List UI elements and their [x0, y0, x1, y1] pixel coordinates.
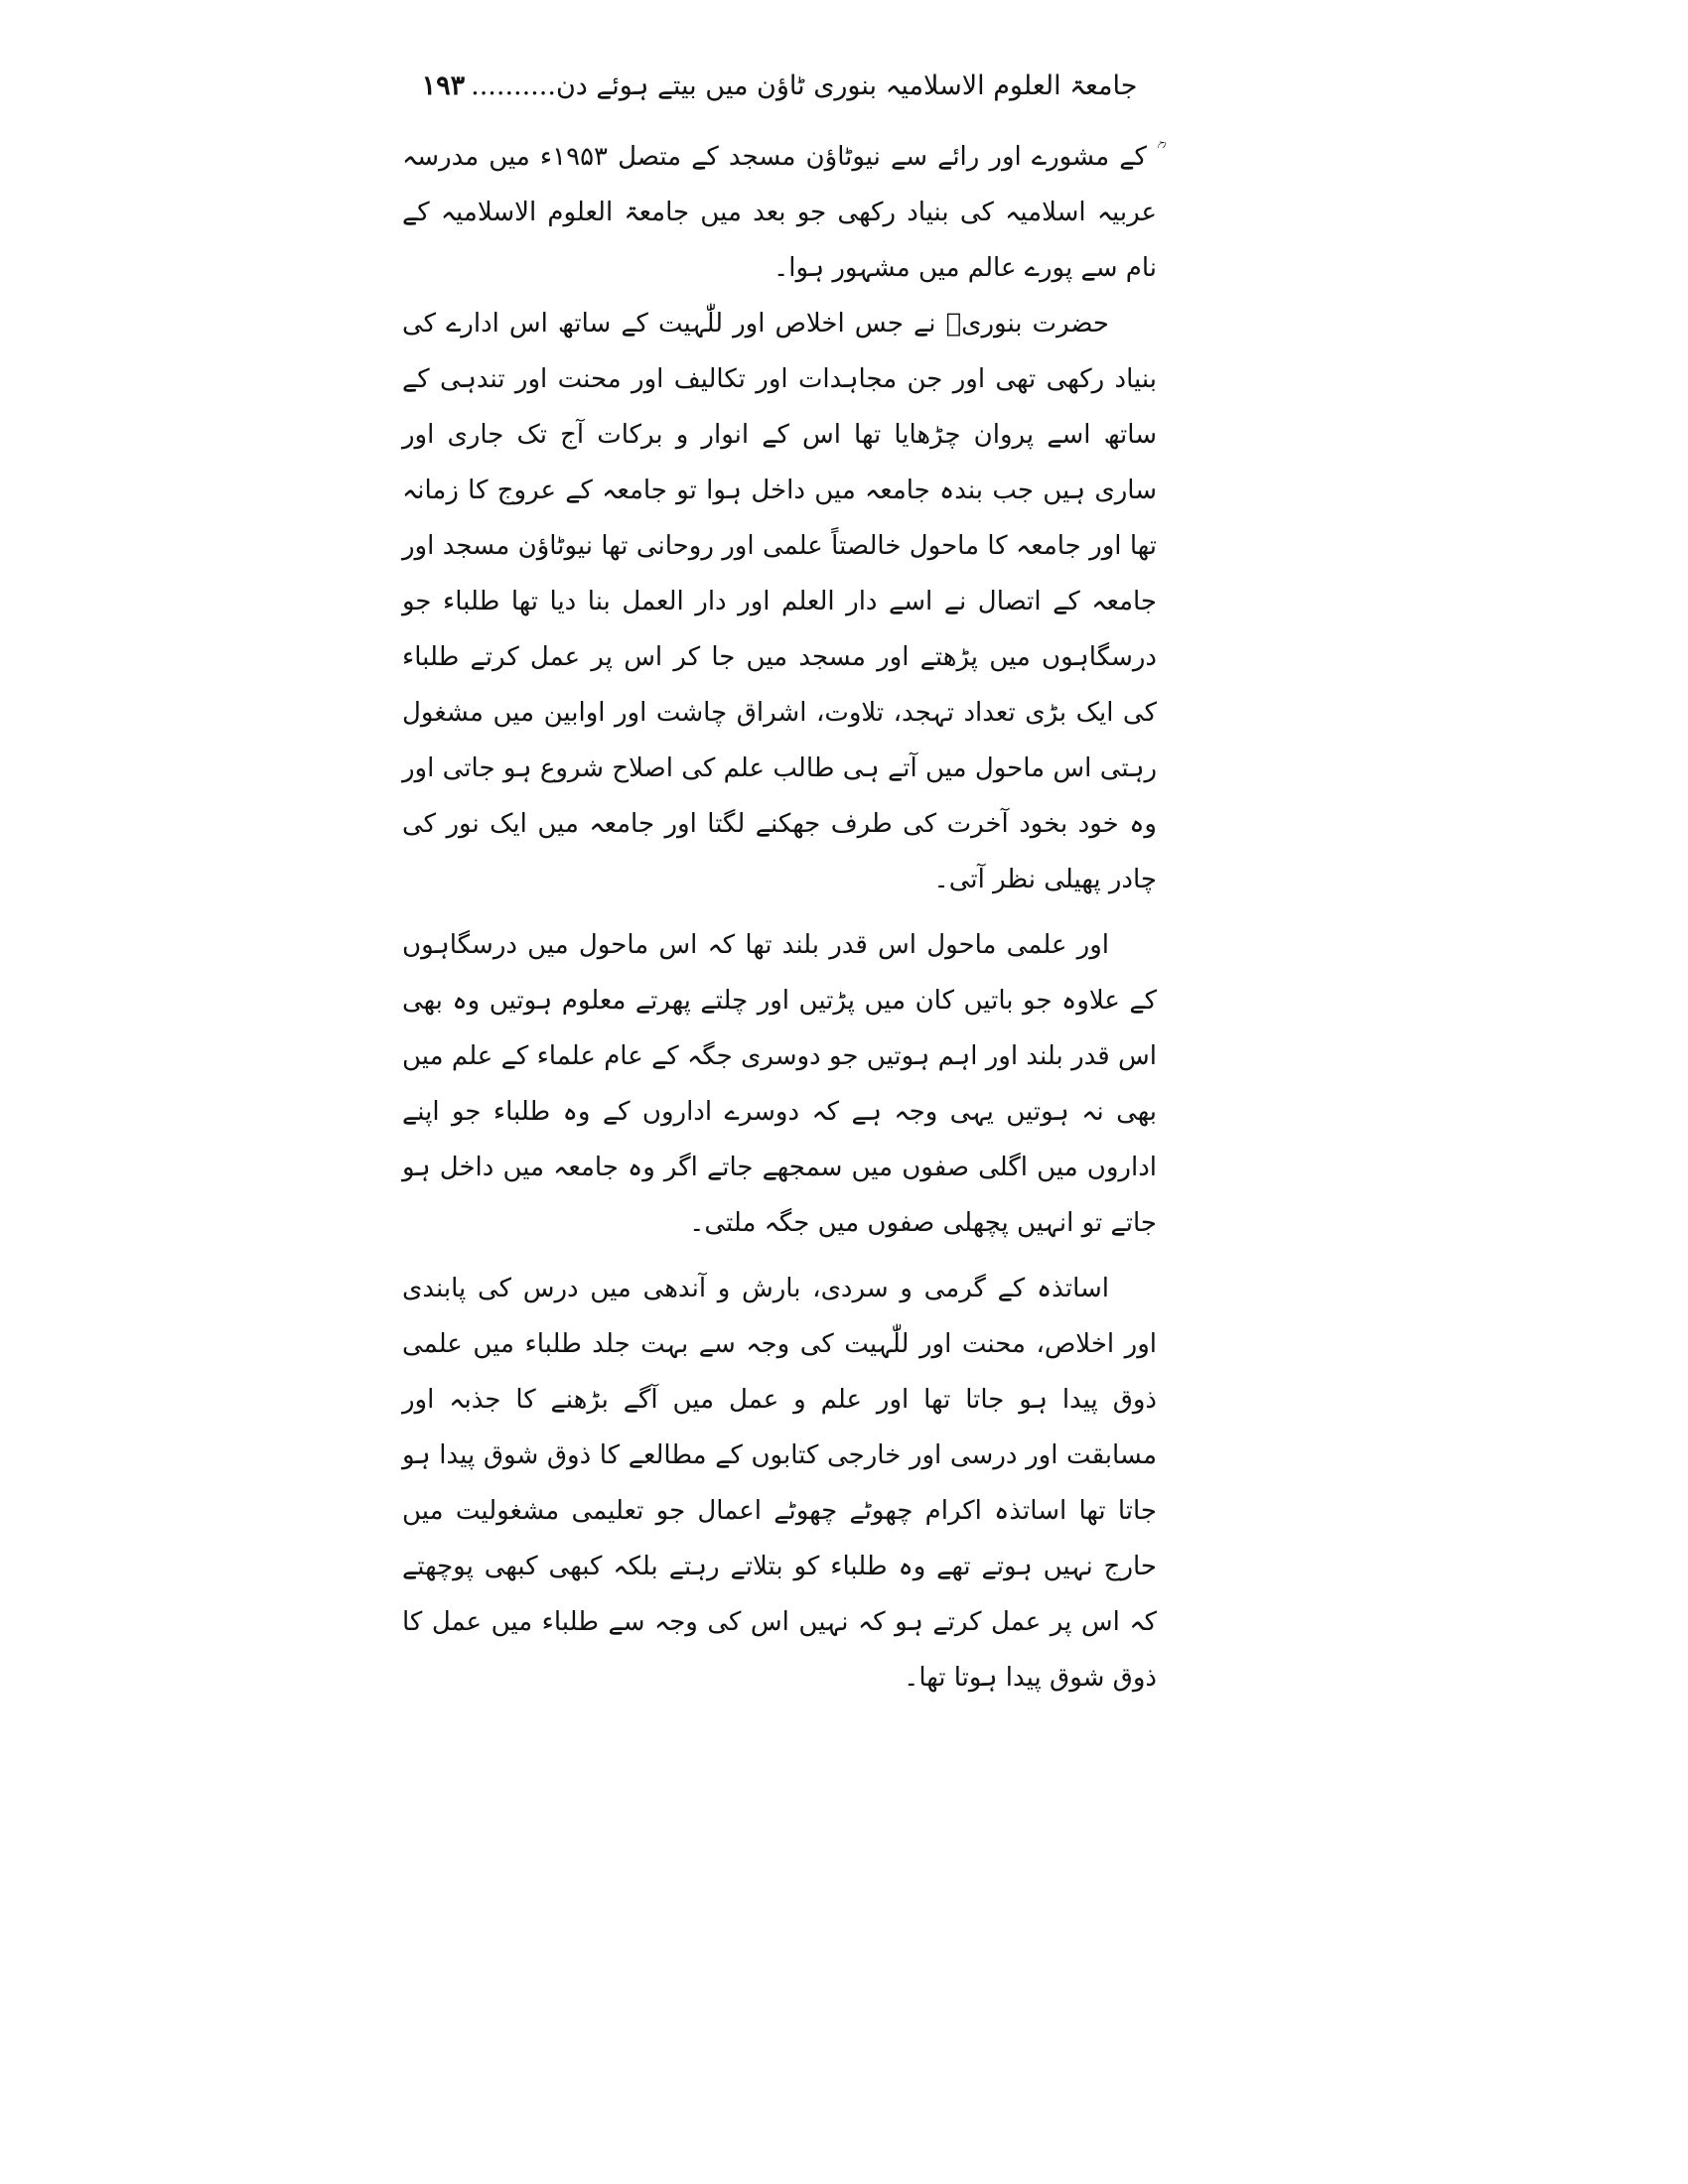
header-title: جامعۃ العلوم الاسلامیہ بنوری ٹاؤن میں بیتے ہوئے دن	[555, 70, 1138, 101]
header-dots: ..........	[471, 70, 556, 101]
running-header	[402, 62, 1157, 111]
paragraph: اور علمی ماحول اس قدر بلند تھا کہ اس ماحول میں درسگاہوں کے علاوہ جو باتیں کان میں پڑتیں اور چلتے پھرتے معلوم ہوتیں وہ بھی اس قدر بلند اور اہم ہوتیں جو دوسری جگہ کے عام علماء کے علم میں بھی نہ ہوتیں یہی وجہ ہے کہ دوسرے اداروں کے وہ طلباء جو اپنے اداروں میں اگلی صفوں میں سمجھے جاتے اگر وہ جامعہ میں داخل ہو جاتے تو انہیں پچھلی صفوں میں جگہ ملتی۔	[402, 930, 1157, 1238]
paragraph: اساتذہ کے گرمی و سردی، بارش و آندھی میں درس کی پابندی اور اخلاص، محنت اور للّٰہیت کی وجہ سے بہت جلد طلباء میں علمی ذوق پیدا ہو جاتا تھا اور علم و عمل میں آگے بڑھنے کا جذبہ اور مسابقت اور درسی اور خارجی کتابوں کے مطالعے کا ذوق شوق پیدا ہو جاتا تھا اساتذہ اکرام چھوٹے چھوٹے اعمال جو تعلیمی مشغولیت میں حارج نہیں ہوتے تھے وہ طلباء کو بتلاتے رہتے بلکہ کبھی کبھی پوچھتے کہ اس پر عمل کرتے ہو کہ نہیں اس کی وجہ سے طلباء میں عمل کا ذوق شوق پیدا ہوتا تھا۔	[402, 1274, 1157, 1693]
page-number: ۱۹۳	[421, 70, 466, 101]
body-text	[402, 129, 1158, 1693]
paragraph: ؒ کے مشورے اور رائے سے نیوٹاؤن مسجد کے متصل ۱۹۵۳ء میں مدرسہ عربیہ اسلامیہ کی بنیاد رکھی جو بعد میں جامعۃ العلوم الاسلامیہ کے نام سے پورے عالم میں مشہور ہوا۔	[402, 142, 1158, 283]
paragraph: حضرت بنوریؒ نے جس اخلاص اور للّٰہیت کے ساتھ اس ادارے کی بنیاد رکھی تھی اور جن مجاہدات اور تکالیف اور محنت اور تندہی کے ساتھ اسے پروان چڑھایا تھا اس کے انوار و برکات آج تک جاری اور ساری ہیں جب بندہ جامعہ میں داخل ہوا تو جامعہ کے عروج کا زمانہ تھا اور جامعہ کا ماحول خالصتاً علمی اور روحانی تھا نیوٹاؤن مسجد اور جامعہ کے اتصال نے اسے دار العلم اور دار العمل بنا دیا تھا طلباء جو درسگاہوں میں پڑھتے اور مسجد میں جا کر اس پر عمل کرتے طلباء کی ایک بڑی تعداد تہجد، تلاوت، اشراق چاشت اور اوابین میں مشغول رہتی اس ماحول میں آتے ہی طالب علم کی اصلاح شروع ہو جاتی اور وہ خود بخود آخرت کی طرف جھکنے لگتا اور جامعہ میں ایک نور کی چادر پھیلی نظر آتی۔	[402, 309, 1157, 894]
